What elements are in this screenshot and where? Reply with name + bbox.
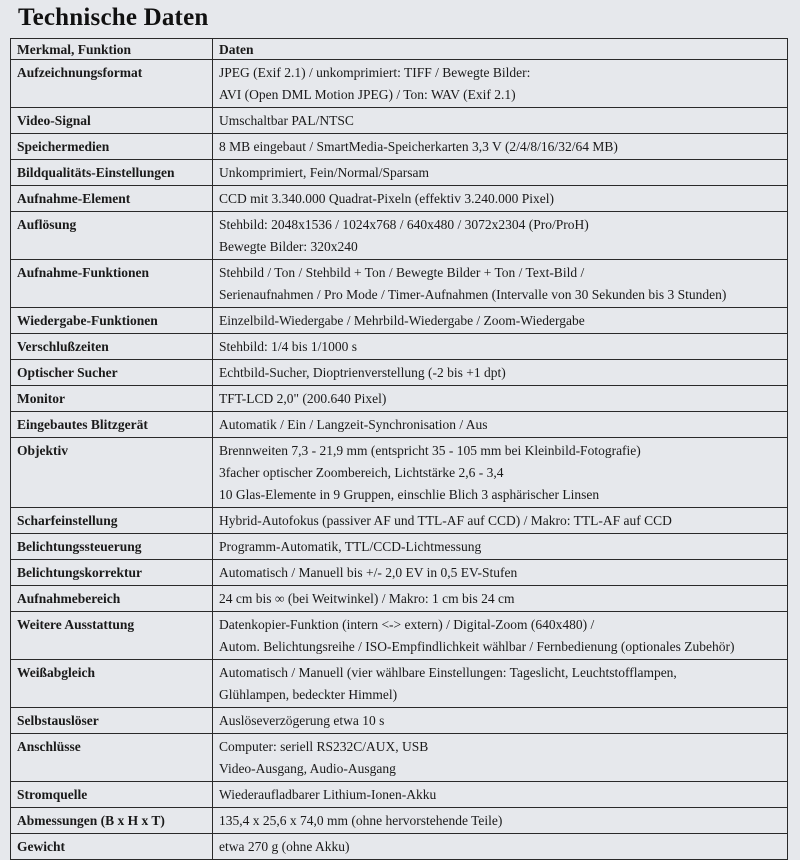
table-row — [11, 134, 788, 160]
value-line: CCD mit 3.340.000 Quadrat-Pixeln (effektiv 3.240.000 Pixel) — [219, 191, 554, 206]
table-row — [11, 386, 788, 412]
column-header-data: Daten — [213, 39, 788, 60]
value-cell — [213, 260, 788, 308]
value-cell — [213, 186, 788, 212]
value-line: Wiederaufladbarer Lithium-Ionen-Akku — [219, 787, 437, 802]
value-line: Computer: seriell RS232C/AUX, USB — [219, 739, 429, 754]
feature-cell: Eingebautes Blitzgerät — [11, 412, 213, 438]
value-cell — [213, 808, 788, 834]
value-line: 24 cm bis ∞ (bei Weitwinkel) / Makro: 1 cm bis 24 cm — [219, 591, 515, 606]
value-line: TFT-LCD 2,0" (200.640 Pixel) — [219, 391, 387, 406]
value-line: Bewegte Bilder: 320x240 — [219, 239, 358, 254]
table-row — [11, 260, 788, 308]
feature-cell: Optischer Sucher — [11, 360, 213, 386]
value-cell — [213, 360, 788, 386]
value-line: etwa 270 g (ohne Akku) — [219, 839, 350, 854]
feature-cell: Abmessungen (B x H x T) — [11, 808, 213, 834]
value-line: Glühlampen, bedeckter Himmel) — [219, 687, 398, 702]
value-cell — [213, 834, 788, 860]
table-row — [11, 308, 788, 334]
value-cell — [213, 438, 788, 508]
feature-cell: Auflösung — [11, 212, 213, 260]
value-cell — [213, 212, 788, 260]
table-row — [11, 160, 788, 186]
value-cell — [213, 134, 788, 160]
table-row — [11, 660, 788, 708]
value-line: Umschaltbar PAL/NTSC — [219, 113, 354, 128]
value-cell — [213, 108, 788, 134]
feature-cell: Scharfeinstellung — [11, 508, 213, 534]
value-cell — [213, 660, 788, 708]
column-header-feature: Merkmal, Funktion — [11, 39, 213, 60]
feature-cell: Wiedergabe-Funktionen — [11, 308, 213, 334]
page-title: Technische Daten — [18, 4, 209, 31]
value-line: Automatisch / Manuell bis +/- 2,0 EV in 0,5 EV-Stufen — [219, 565, 518, 580]
feature-cell: Anschlüsse — [11, 734, 213, 782]
table-row — [11, 534, 788, 560]
table-row — [11, 782, 788, 808]
feature-cell: Bildqualitäts-Einstellungen — [11, 160, 213, 186]
table-row — [11, 334, 788, 360]
table-row — [11, 412, 788, 438]
value-line: 10 Glas-Elemente in 9 Gruppen, einschlie Blich 3 asphärischer Linsen — [219, 487, 600, 502]
value-line: Automatisch / Manuell (vier wählbare Einstellungen: Tageslicht, Leuchtstofflampen, — [219, 665, 677, 680]
value-line: 8 MB eingebaut / SmartMedia-Speicherkarten 3,3 V (2/4/8/16/32/64 MB) — [219, 139, 618, 154]
table-row — [11, 186, 788, 212]
feature-cell: Weißabgleich — [11, 660, 213, 708]
value-line: AVI (Open DML Motion JPEG) / Ton: WAV (Exif 2.1) — [219, 87, 516, 102]
value-line: Echtbild-Sucher, Dioptrienverstellung (-2 bis +1 dpt) — [219, 365, 506, 380]
feature-cell: Monitor — [11, 386, 213, 412]
value-line: Unkomprimiert, Fein/Normal/Sparsam — [219, 165, 429, 180]
value-cell — [213, 586, 788, 612]
table-row — [11, 808, 788, 834]
value-cell — [213, 386, 788, 412]
value-line: 135,4 x 25,6 x 74,0 mm (ohne hervorstehende Teile) — [219, 813, 503, 828]
value-line: Stehbild / Ton / Stehbild + Ton / Bewegte Bilder + Ton / Text-Bild / — [219, 265, 585, 280]
value-line: Auslöseverzögerung etwa 10 s — [219, 713, 385, 728]
table-body — [11, 60, 788, 860]
table-row — [11, 708, 788, 734]
value-cell — [213, 334, 788, 360]
value-cell — [213, 560, 788, 586]
table-row — [11, 438, 788, 508]
table-row — [11, 834, 788, 860]
feature-cell: Verschlußzeiten — [11, 334, 213, 360]
table-row — [11, 586, 788, 612]
feature-cell: Aufnahme-Element — [11, 186, 213, 212]
value-line: Automatik / Ein / Langzeit-Synchronisation / Aus — [219, 417, 488, 432]
feature-cell: Gewicht — [11, 834, 213, 860]
table-row — [11, 734, 788, 782]
value-cell — [213, 308, 788, 334]
value-line: Hybrid-Autofokus (passiver AF und TTL-AF auf CCD) / Makro: TTL-AF auf CCD — [219, 513, 672, 528]
value-cell — [213, 734, 788, 782]
table-row — [11, 360, 788, 386]
feature-cell: Stromquelle — [11, 782, 213, 808]
value-cell — [213, 782, 788, 808]
value-cell — [213, 60, 788, 108]
value-line: Programm-Automatik, TTL/CCD-Lichtmessung — [219, 539, 482, 554]
value-line: Stehbild: 2048x1536 / 1024x768 / 640x480 / 3072x2304 (Pro/ProH) — [219, 217, 589, 232]
feature-cell: Aufnahmebereich — [11, 586, 213, 612]
feature-cell: Aufzeichnungsformat — [11, 60, 213, 108]
feature-cell: Video-Signal — [11, 108, 213, 134]
value-line: Serienaufnahmen / Pro Mode / Timer-Aufnahmen (Intervalle von 30 Sekunden bis 3 Stunden) — [219, 287, 727, 302]
value-line: Brennweiten 7,3 - 21,9 mm (entspricht 35 - 105 mm bei Kleinbild-Fotografie) — [219, 443, 641, 458]
table-row — [11, 612, 788, 660]
table-row — [11, 108, 788, 134]
value-cell — [213, 160, 788, 186]
feature-cell: Objektiv — [11, 438, 213, 508]
value-line: Datenkopier-Funktion (intern <-> extern) / Digital-Zoom (640x480) / — [219, 617, 595, 632]
table-row — [11, 60, 788, 108]
value-line: Video-Ausgang, Audio-Ausgang — [219, 761, 396, 776]
specifications-table — [10, 38, 788, 860]
value-line: Stehbild: 1/4 bis 1/1000 s — [219, 339, 358, 354]
feature-cell: Belichtungskorrektur — [11, 560, 213, 586]
value-cell — [213, 612, 788, 660]
feature-cell: Speichermedien — [11, 134, 213, 160]
value-cell — [213, 412, 788, 438]
table-row — [11, 560, 788, 586]
table-row — [11, 212, 788, 260]
value-line: JPEG (Exif 2.1) / unkomprimiert: TIFF / Bewegte Bilder: — [219, 65, 531, 80]
value-cell — [213, 534, 788, 560]
value-line: Autom. Belichtungsreihe / ISO-Empfindlichkeit wählbar / Fernbedienung (optionales Zubehör) — [219, 639, 735, 654]
table-header-row — [11, 39, 788, 60]
value-cell — [213, 708, 788, 734]
feature-cell: Belichtungssteuerung — [11, 534, 213, 560]
feature-cell: Selbstauslöser — [11, 708, 213, 734]
feature-cell: Weitere Ausstattung — [11, 612, 213, 660]
value-line: 3facher optischer Zoombereich, Lichtstärke 2,6 - 3,4 — [219, 465, 504, 480]
value-cell — [213, 508, 788, 534]
value-line: Einzelbild-Wiedergabe / Mehrbild-Wiedergabe / Zoom-Wiedergabe — [219, 313, 585, 328]
feature-cell: Aufnahme-Funktionen — [11, 260, 213, 308]
table-row — [11, 508, 788, 534]
